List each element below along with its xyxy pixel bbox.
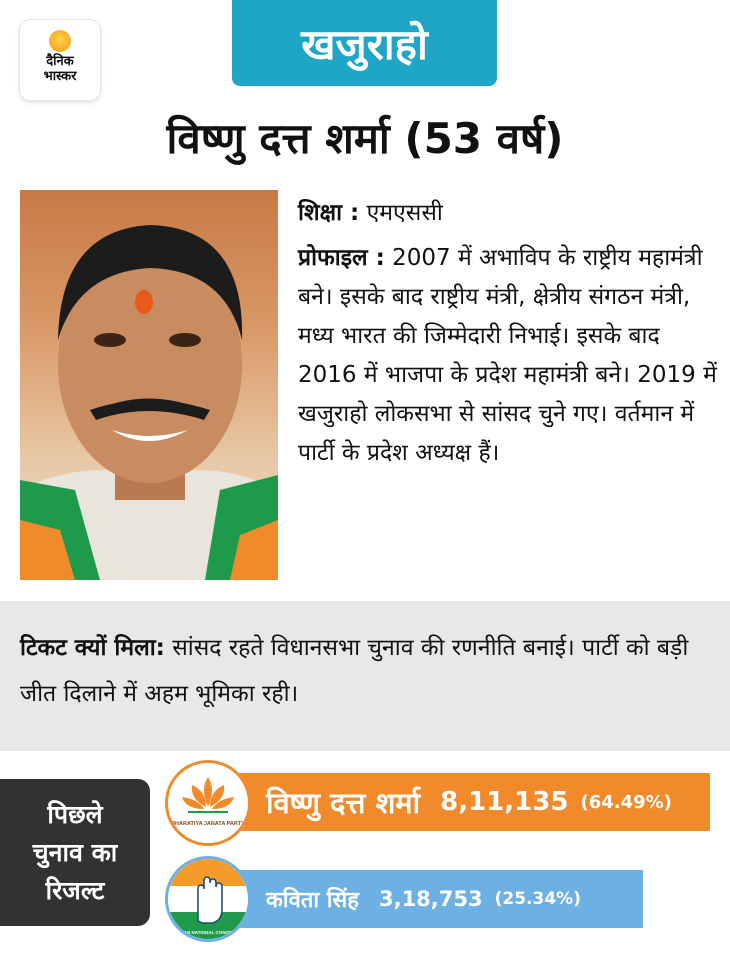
constituency-tab <box>232 0 497 86</box>
logo-line-2: भास्कर <box>43 69 77 84</box>
previous-result-line-3: रिजल्ट <box>45 875 105 905</box>
result-percent: (64.49%) <box>580 791 672 813</box>
result-votes: 8,11,135 <box>440 787 569 817</box>
congress-emblem-text: INDIAN NATIONAL CONGRESS <box>174 930 242 935</box>
congress-hand-icon <box>165 856 251 942</box>
education-value: एमएससी <box>366 200 443 226</box>
ticket-reason-panel <box>0 601 730 751</box>
result-candidate-name: विष्णु दत्त शर्मा <box>266 785 421 820</box>
previous-result-label <box>0 779 150 926</box>
profile-label: प्रोफाइल : <box>298 245 385 271</box>
education-label: शिक्षा : <box>298 200 360 226</box>
result-votes: 3,18,753 <box>378 887 483 911</box>
constituency-name: खजुराहो <box>301 19 428 69</box>
previous-result-line-1: पिछले <box>47 799 103 829</box>
candidate-photo <box>20 190 278 580</box>
bjp-emblem-text: BHARATIYA JANATA PARTY <box>171 821 245 827</box>
profile-row <box>298 239 718 473</box>
previous-result-line-2: चुनाव का <box>32 837 118 867</box>
sun-logo-icon <box>49 30 71 52</box>
dainik-bhaskar-logo <box>20 20 100 100</box>
result-candidate-name: कविता सिंह <box>266 888 359 913</box>
logo-line-1: दैनिक <box>46 54 74 69</box>
ticket-reason-text: सांसद रहते विधानसभा चुनाव की रणनीति बनाई। पार्टी को बड़ी जीत दिलाने में अहम भूमिका रही। <box>20 635 689 707</box>
candidate-bio <box>298 194 718 479</box>
ticket-reason-label: टिकट क्यों मिला: <box>20 635 165 661</box>
education-row <box>298 194 718 233</box>
result-bar-congress <box>236 870 643 928</box>
bjp-lotus-icon <box>165 760 251 846</box>
result-percent: (25.34%) <box>494 889 581 909</box>
candidate-heading: विष्णु दत्त शर्मा (53 वर्ष) <box>166 114 564 163</box>
ticket-reason <box>20 625 720 717</box>
result-bar-bjp <box>236 773 710 831</box>
profile-text: 2007 में अभाविप के राष्ट्रीय महामंत्री बने। इसके बाद राष्ट्रीय मंत्री, क्षेत्रीय संगठन मंत्री, मध्य भारत की जिम्मेदारी निभाई। इसके बाद 2016 में भाजपा के प्रदेश महामंत्री बने। 2019 में खजुराहो लोकसभा से सांसद चुने गए। वर्तमान में पार्टी के प्रदेश अध्यक्ष हैं। <box>298 245 717 466</box>
